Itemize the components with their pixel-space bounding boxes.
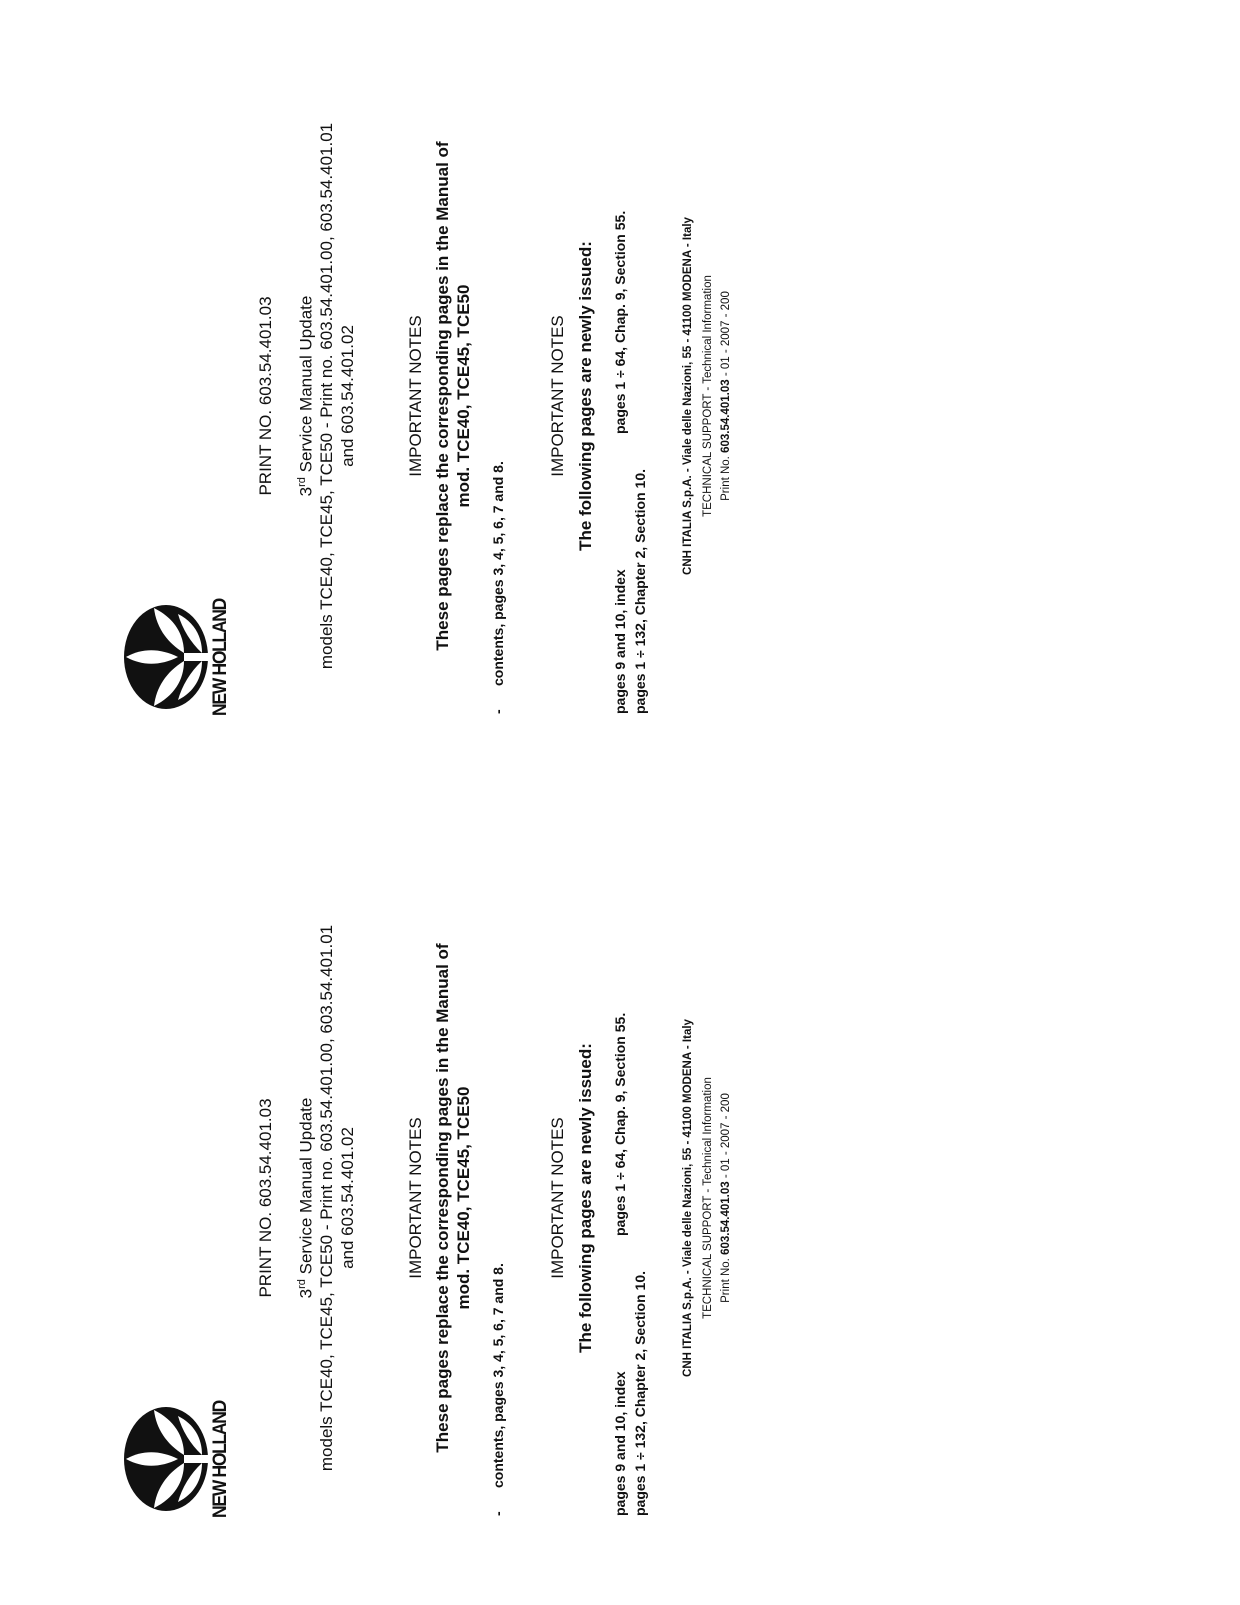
footer-print-info: [720, 116, 732, 676]
notice-rotated-content: [120, 76, 740, 716]
update-ordinal-suffix: rd: [296, 477, 308, 487]
leaf-emblem-icon: [120, 1400, 212, 1518]
update-title: [296, 116, 317, 676]
update-title-text: Service Manual Update: [296, 295, 316, 478]
replace-statement: [432, 918, 474, 1478]
footer-print-number: 603.54.401.03: [720, 1181, 732, 1255]
print-number: PRINT NO. 603.54.401.03: [256, 1098, 275, 1298]
pages-row-1-left: pages 9 and 10, index: [612, 1371, 628, 1516]
pages-row-2: pages 1 ÷ 132, Chapter 2, Section 10.: [632, 468, 648, 714]
footer-print-prefix: Print No.: [720, 1254, 732, 1303]
print-number: PRINT NO. 603.54.401.03: [256, 296, 275, 496]
logo-wordmark: NEW HOLLAND: [210, 1401, 231, 1518]
replace-line-2: mod. TCE40, TCE45, TCE50: [454, 1086, 473, 1310]
pages-row-2: pages 1 ÷ 132, Chapter 2, Section 10.: [632, 1270, 648, 1516]
important-notes-heading: IMPORTANT NOTES: [406, 1117, 425, 1279]
notice-copy-top: [0, 0, 1240, 802]
models-line: [316, 116, 358, 676]
models-line: [316, 918, 358, 1478]
issued-pages-list: [610, 1012, 650, 1516]
contents-text: contents, pages 3, 4, 5, 6, 7 and 8.: [490, 1263, 506, 1488]
contents-text: contents, pages 3, 4, 5, 6, 7 and 8.: [490, 461, 506, 686]
notice-copy-bottom: [0, 802, 1240, 1604]
replace-statement: [432, 116, 474, 676]
bullet-dash: -: [490, 1511, 506, 1516]
replace-line-1: These pages replace the corresponding pages in the Manual of: [433, 943, 452, 1453]
important-notes-heading-2: IMPORTANT NOTES: [548, 315, 567, 477]
footer-print-number: 603.54.401.03: [720, 379, 732, 453]
models-line-1: models TCE40, TCE45, TCE50 - Print no. 603.54.401.00, 603.54.401.01: [317, 122, 336, 670]
footer-company: CNH ITALIA S.p.A. - Viale delle Nazioni, 55 - 41100 MODENA - Italy: [682, 1019, 694, 1377]
contents-item: [490, 1263, 506, 1516]
newly-issued-statement: The following pages are newly issued:: [576, 241, 595, 551]
bullet-dash: -: [490, 709, 506, 714]
footer-department: TECHNICAL SUPPORT - Technical Information: [702, 1077, 714, 1319]
important-notes-heading-2: IMPORTANT NOTES: [548, 1117, 567, 1279]
pages-row-1-left: pages 9 and 10, index: [612, 569, 628, 714]
footer-print-prefix: Print No.: [720, 452, 732, 501]
notice-rotated-content: [120, 878, 740, 1518]
replace-line-1: These pages replace the corresponding pages in the Manual of: [433, 141, 452, 651]
leaf-emblem-icon: [120, 598, 212, 716]
pages-row-1-right: pages 1 ÷ 64, Chap. 9, Section 55.: [612, 210, 628, 434]
update-ordinal: 3: [296, 1288, 316, 1299]
pages-row-1: [610, 1012, 630, 1516]
footer-department: TECHNICAL SUPPORT - Technical Information: [702, 275, 714, 517]
update-title: [296, 918, 317, 1478]
footer-print-suffix: - 01 - 2007 - 200: [720, 291, 732, 380]
footer-print-info: [720, 918, 732, 1478]
pages-row-1: [610, 210, 630, 714]
contents-item: [490, 461, 506, 714]
update-ordinal: 3: [296, 486, 316, 497]
update-title-text: Service Manual Update: [296, 1097, 316, 1280]
new-holland-logo: [120, 598, 232, 716]
replace-line-2: mod. TCE40, TCE45, TCE50: [454, 284, 473, 508]
models-line-2: and 603.54.401.02: [338, 325, 357, 467]
models-line-1: models TCE40, TCE45, TCE50 - Print no. 603.54.401.00, 603.54.401.01: [317, 924, 336, 1472]
footer-print-suffix: - 01 - 2007 - 200: [720, 1093, 732, 1182]
issued-pages-list: [610, 210, 650, 714]
pages-row-1-right: pages 1 ÷ 64, Chap. 9, Section 55.: [612, 1012, 628, 1236]
logo-wordmark: NEW HOLLAND: [210, 599, 231, 716]
footer-company: CNH ITALIA S.p.A. - Viale delle Nazioni, 55 - 41100 MODENA - Italy: [682, 217, 694, 575]
newly-issued-statement: The following pages are newly issued:: [576, 1043, 595, 1353]
update-ordinal-suffix: rd: [296, 1279, 308, 1289]
models-line-2: and 603.54.401.02: [338, 1127, 357, 1269]
new-holland-logo: [120, 1400, 232, 1518]
important-notes-heading: IMPORTANT NOTES: [406, 315, 425, 477]
